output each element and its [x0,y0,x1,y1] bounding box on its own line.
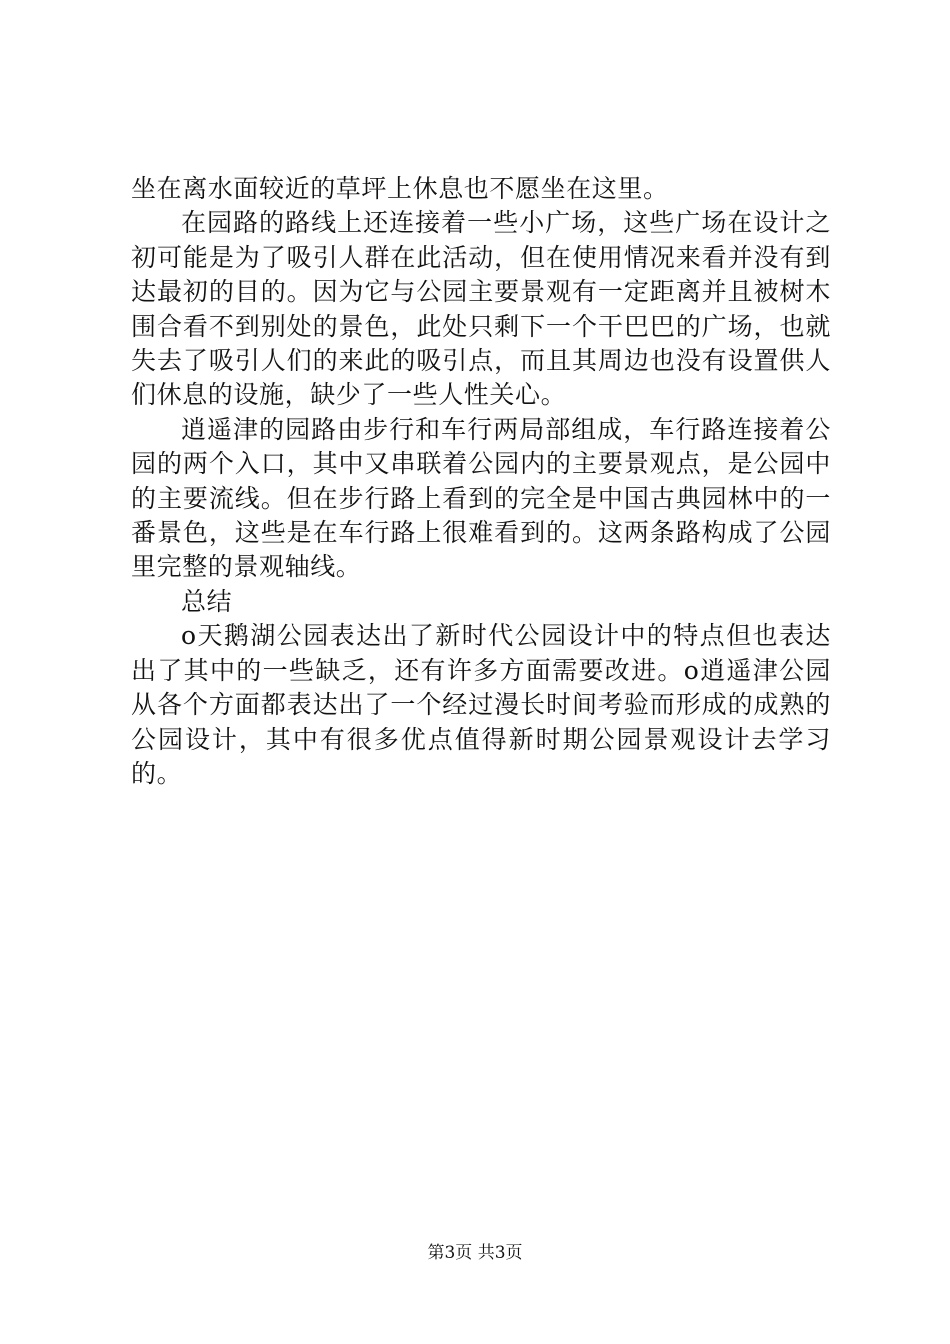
paragraph-summary: o天鹅湖公园表达出了新时代公园设计中的特点但也表达出了其中的一些缺乏，还有许多方面需要改进。o逍遥津公园从各个方面都表达出了一个经过漫长时间考验而形成的成熟的公园设计，其中有很多优点值得新时期公园景观设计去学习的。 [131,621,831,788]
paragraph-small-plazas: 在园路的路线上还连接着一些小广场，这些广场在设计之初可能是为了吸引人群在此活动，但在使用情况来看并没有到达最初的目的。因为它与公园主要景观有一定距离并且被树木围合看不到别处的景色，此处只剩下一个干巴巴的广场，也就失去了吸引人们的来此的吸引点，而且其周边也没有设置供人们休息的设施，缺少了一些人性关心。 [131,208,831,410]
paragraph-continuation: 坐在离水面较近的草坪上休息也不愿坐在这里。 [131,174,669,203]
document-body [131,172,831,791]
page-number-footer: 第3页 共3页 [427,1243,523,1263]
section-heading-summary: 总结 [181,586,233,616]
paragraph-xiaoyaojin-roads: 逍遥津的园路由步行和车行两局部组成，车行路连接着公园的两个入口，其中又串联着公园内的主要景观点，是公园中的主要流线。但在步行路上看到的完全是中国古典园林中的一番景色，这些是在车行路上很难看到的。这两条路构成了公园里完整的景观轴线。 [131,414,831,582]
